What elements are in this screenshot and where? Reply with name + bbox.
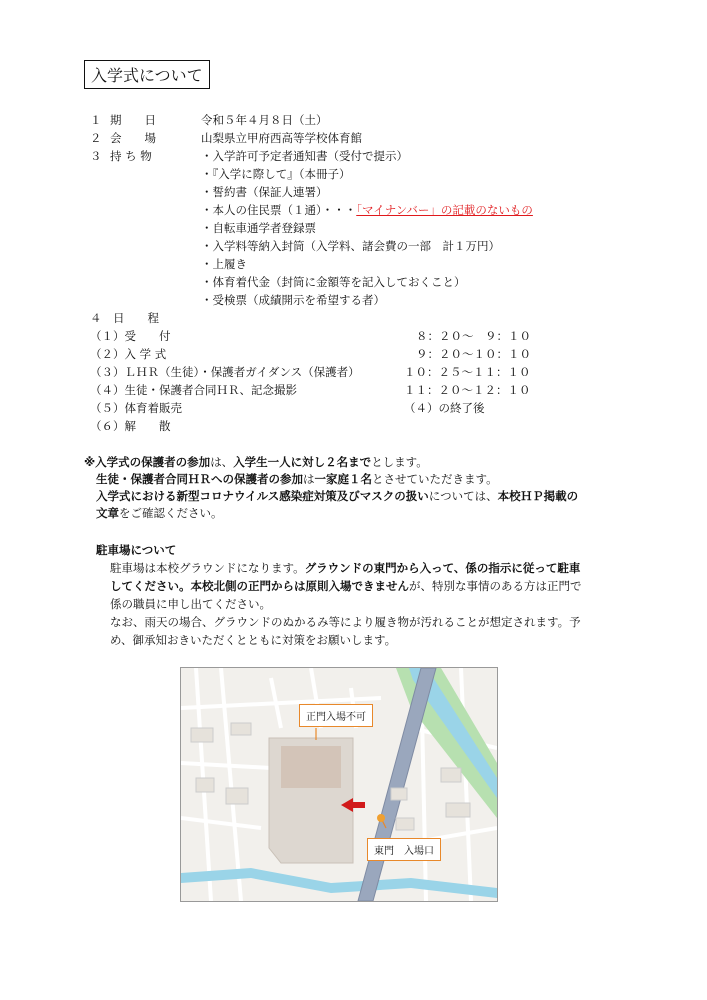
- belonging-item-text: ・本人の住民票（１通）・・・: [201, 203, 357, 217]
- schedule-row-time: ９：２０～１０：１０: [416, 347, 531, 361]
- note-text: とします。: [371, 455, 428, 469]
- schedule-row-name: （２）入 学 式: [90, 347, 167, 361]
- note-text: は、: [210, 455, 234, 469]
- belonging-item: ・上履き: [201, 257, 247, 271]
- belonging-item: ・入学料等納入封筒（入学料、諸会費の一部 計１万円）: [201, 239, 500, 253]
- schedule-heading: ４ 日 程: [90, 311, 159, 325]
- note-text: をご確認ください。: [119, 506, 223, 520]
- belonging-item: [201, 203, 533, 217]
- schedule-row-time: １０：２５～１１：１０: [404, 365, 531, 379]
- east-gate-callout: 東門 入場口: [367, 838, 441, 861]
- mynumber-note: 「マイナンバー」の記載のないもの: [356, 203, 533, 217]
- schedule-row-name: （４）生徒・保護者合同ＨＲ、記念撮影: [90, 383, 297, 397]
- item-venue-value: 山梨県立甲府西高等学校体育館: [201, 131, 362, 145]
- note-text-bold: 生徒・保護者合同ＨＲへの保護者の参加: [96, 472, 303, 486]
- parking-line: なお、雨天の場合、グラウンドのぬかるみ等により履き物が汚れることが想定されます。予: [110, 615, 581, 629]
- item-belongings-num: ３: [90, 149, 102, 163]
- note-homeroom-attendance: [96, 472, 498, 486]
- note-text-bold: 入学生一人に対し２名まで: [233, 455, 372, 469]
- parking-text: が、特別な事情のある方は正門で: [409, 579, 582, 593]
- parking-text-bold: グラウンドの東門から入って、係の指示に従って駐車: [304, 561, 581, 575]
- parking-line: め、御承知おきいただくとともに対策をお願いします。: [110, 633, 397, 647]
- item-date-label: 期 日: [110, 113, 156, 127]
- schedule-row-name: （６）解 散: [90, 419, 171, 433]
- note-text-bold: 入学式における新型コロナウイルス感染症対策及びマスクの扱い: [96, 489, 429, 503]
- belonging-item: ・体育着代金（封筒に金額等を記入しておくこと）: [201, 275, 466, 289]
- belonging-item: ・自転車通学者登録票: [201, 221, 316, 235]
- item-venue-label: 会 場: [110, 131, 156, 145]
- note-guardian-attendance: [84, 455, 428, 469]
- schedule-row-time: １１：２０～１２：１０: [404, 383, 531, 397]
- parking-text: 駐車場は本校グラウンドになります。: [110, 561, 305, 575]
- schedule-row-time: ８：２０～ ９：１０: [416, 329, 531, 343]
- note-text: は: [303, 472, 315, 486]
- map-graphic: [181, 668, 497, 901]
- parking-line: [110, 561, 580, 575]
- belonging-item: ・受検票（成績開示を希望する者）: [201, 293, 385, 307]
- item-belongings-label: 持 ち 物: [110, 149, 152, 163]
- parking-line: [110, 579, 582, 593]
- item-venue-num: ２: [90, 131, 102, 145]
- page-title: 入学式について: [84, 60, 210, 89]
- schedule-row-name: （１）受 付: [90, 329, 171, 343]
- item-date-value: 令和５年４月８日（土）: [201, 113, 328, 127]
- note-text-bold: ※入学式の保護者の参加: [84, 455, 211, 469]
- note-text-bold: 本校ＨＰ掲載の: [497, 489, 579, 503]
- school-map: [180, 667, 498, 902]
- belonging-item: ・『入学に際して』（本冊子）: [201, 167, 351, 181]
- parking-line: 係の職員に申し出てください。: [110, 597, 271, 611]
- schedule-row-name: （３）ＬＨＲ（生徒）・保護者ガイダンス（保護者）: [90, 365, 360, 379]
- belonging-item: ・入学許可予定者通知書（受付で提示）: [201, 149, 408, 163]
- schedule-row-time: （４）の終了後: [404, 401, 485, 415]
- parking-heading: 駐車場について: [96, 543, 177, 557]
- note-text: とさせていただきます。: [372, 472, 498, 486]
- note-text-bold: 文章: [96, 506, 119, 520]
- main-gate-callout: 正門入場不可: [299, 704, 373, 727]
- location-pin-icon: [377, 814, 385, 822]
- note-covid-measures-cont: [96, 506, 223, 520]
- parking-text-bold: してください。: [110, 579, 191, 593]
- schedule-row-name: （５）体育着販売: [90, 401, 182, 415]
- item-date-num: １: [90, 113, 102, 127]
- canal: [181, 868, 497, 898]
- belonging-item: ・誓約書（保証人連署）: [201, 185, 328, 199]
- note-text-bold: 一家庭１名: [314, 472, 372, 486]
- note-text: については、: [428, 489, 498, 503]
- parking-text-bold: 本校北側の正門からは原則入場できません: [190, 579, 409, 593]
- note-covid-measures: [96, 489, 578, 503]
- school-building: [281, 746, 341, 788]
